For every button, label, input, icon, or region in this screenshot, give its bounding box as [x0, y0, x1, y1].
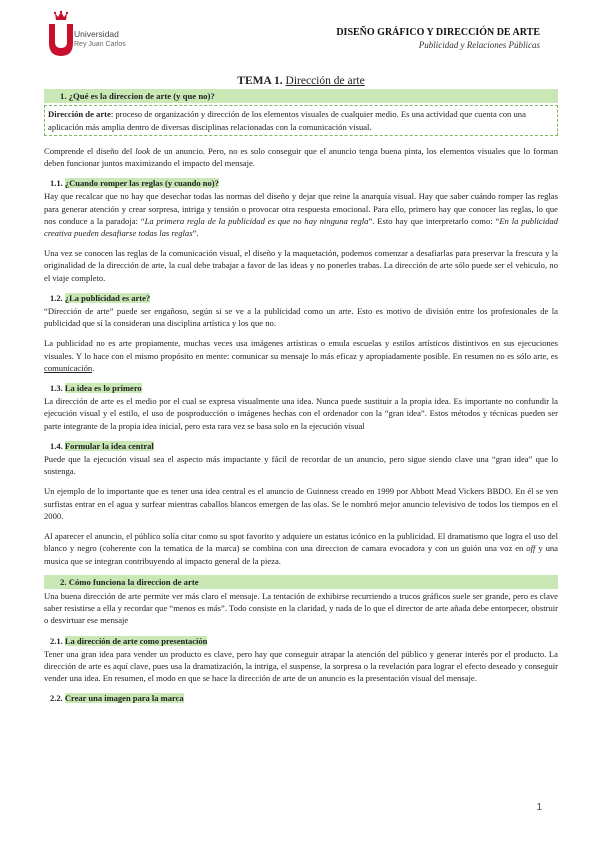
- subsection-number: 1.4.: [50, 440, 63, 451]
- course-subtitle: Publicidad y Relaciones Públicas: [418, 40, 540, 50]
- logo-line-2: Rey Juan Carlos: [74, 40, 126, 48]
- text-run: Comprende el diseño del: [44, 145, 136, 156]
- paragraph-1-4-b: Un ejemplo de lo importante que es tener una idea central es el anuncio de Guinness creado en 1999 por Abbott Mead Vickers BBDO. En él se ven surfistas entrar en el agua y surfear mientras caballos blancos emergen de las olas. Se le nombró mejor anuncio televisivo de todos los tiempos en el 2000.: [44, 486, 558, 521]
- topic-title: [44, 75, 558, 87]
- paragraph-1-1-a: [44, 190, 558, 239]
- subsection-1-3-heading: [44, 382, 558, 394]
- subsection-number: 1.1.: [50, 178, 63, 189]
- course-title: DISEÑO GRÁFICO Y DIRECCIÓN DE ARTE: [336, 27, 540, 38]
- subsection-number: 2.2.: [50, 693, 63, 704]
- topic-name: Dirección de arte: [285, 75, 365, 87]
- logo-line-1: Universidad: [74, 29, 119, 39]
- paragraph-1-4-a: Puede que la ejecución visual sea el aspecto más impactante y fácil de recordar de un anuncio, pero sigue siendo clave una “gran idea” que lo sostenga.: [44, 454, 558, 477]
- university-name: [74, 30, 126, 49]
- paragraph-1-1-b: Una vez se conocen las reglas de la comunicación visual, el diseño y la maquetación, podemos comenzar a desafiarlas para preservar la frescura y la originalidad de la dirección de arte, la cual debe trabajar a favor de las ideas y no ponerles trabas. La dirección de arte sólo puede ser el vehiculo, no el viaje completo.: [44, 248, 558, 283]
- section-heading-1: 1. ¿Qué es la direccion de arte (y que no)?: [44, 89, 558, 103]
- topic-number: TEMA 1.: [237, 75, 283, 87]
- text-run: .: [92, 362, 95, 373]
- subsection-2-1-heading: [44, 635, 558, 647]
- document-header: [336, 27, 540, 50]
- subsection-title: ¿Cuando romper las reglas (y cuando no)?: [64, 178, 219, 189]
- subsection-title: La dirección de arte como presentación: [64, 635, 208, 646]
- document-body: [44, 73, 558, 706]
- subsection-1-1-heading: [44, 177, 558, 189]
- subsection-1-2-heading: [44, 292, 558, 304]
- text-run: La publicidad no es arte propiamente, muchas veces usa imágenes artísticas o emula escuelas y estilos artísticos distintivos en sus ejecuciones visuales. Y lo hace con el mismo propósito en mente: comunicar su mensaje lo más eficaz y apropiadamente posible. En resumen no es sólo arte, es: [44, 338, 558, 361]
- paragraph-1-2-b: [44, 337, 558, 374]
- text-run: y una musica que se integran contribuyendo al impacto general de la pieza.: [44, 543, 558, 566]
- page-number: 1: [536, 802, 542, 813]
- subsection-title: Crear una imagen para la marca: [64, 693, 184, 704]
- text-run: ”. Esto hay que interpretarlo como: “: [368, 215, 500, 226]
- definition-box: [44, 105, 558, 135]
- emphasis-off: off: [526, 543, 536, 554]
- text-run: ”.: [192, 228, 199, 239]
- university-logo: [46, 10, 156, 60]
- quote-first-rule: La primera regla de la publicidad es que no hay ninguna regla: [144, 215, 369, 226]
- quote-creative-rule: En la publicidad creativa pueden desafiarse todas las reglas: [44, 215, 558, 239]
- emphasis-look: look: [135, 145, 150, 156]
- subsection-2-2-heading: [44, 692, 558, 704]
- subsection-1-4-heading: [44, 440, 558, 452]
- paragraph-intro: [44, 145, 558, 169]
- paragraph-2: Una buena dirección de arte permite ver más claro el mensaje. La tentación de exhibirse recurriendo a trucos gráficos suele ser grande, pero es clave saber resistirse a ella y recordar que “menos es más”. Todo consiste en la claridad, y nada de lo que el director de arte añada debe entorpecer, obstruir o desvirtuar ese mensaje: [44, 590, 558, 626]
- paragraph-1-3: La dirección de arte es el medio por el cual se expresa visualmente una idea. Nunca puede sustituir a la propia idea. Es importante no confundir la ejecución visual y el estilo, el uso de posproducción o imágenes hechas con el ordenador con la “gran idea”. Estos métodos y técnicas pueden ser parte integrante de la propia idea inicial, pero esta rara vez se basa solo en la ejecución visual: [44, 396, 558, 431]
- subsection-number: 1.3.: [50, 383, 63, 394]
- definition-text: : proceso de organización y dirección de los elementos visuales de cualquier medio. Es una actividad que cuenta con una aplicación más amplia dentro de diversas disciplinas relacionadas con la comunicación visual.: [48, 109, 526, 132]
- text-run: Hay que recalcar que no hay que desechar todas las normas del diseño y dejar que reine la anarquía visual. Hay que saber cuándo romper las reglas para generar atención y crear sorpresa, intriga y tensión o provocar otra respuesta emocional. Para ello, primero hay que conocer las reglas, lo que nos conduce a la paradoja: “: [44, 191, 558, 226]
- subsection-title: ¿La publicidad es arte?: [64, 292, 151, 303]
- text-run: de un anuncio. Pero, no es solo conseguir que el anuncio tenga buena pinta, los elementos visuales que lo forman deben funcionar juntos maximizando el impacto del mensaje.: [44, 145, 559, 169]
- urjc-emblem-icon: [46, 10, 76, 60]
- paragraph-1-2-a: “Dirección de arte” puede ser engañoso, según si se ve a la publicidad como un arte. Esto es motivo de división entre los profesionales de la publicidad que sí la consideran una disciplina artística y los que no.: [44, 306, 558, 329]
- subsection-title: La idea es lo primero: [64, 383, 142, 394]
- subsection-number: 2.1.: [50, 635, 63, 646]
- subsection-number: 1.2.: [50, 292, 63, 303]
- subsection-title: Formular la idea central: [64, 440, 154, 451]
- underlined-communication: comunicación: [44, 362, 93, 373]
- section-heading-2: 2. Cómo funciona la direccion de arte: [44, 575, 558, 589]
- paragraph-2-1: Tener una gran idea para vender un producto es clave, pero hay que conseguir atrapar la atención del público y generar interés por el producto. La dirección de arte es aquí clave, pues usa la dramatización, la intriga, el suspense, la sorpresa o la revelación para lograr el efecto deseado y conseguir vender una idea. En resumen, el modo en que se hace la dirección de arte de un anuncio es la presentación visual del mensaje.: [44, 648, 558, 684]
- text-run: Al aparecer el anuncio, el público solía citar como su spot favorito y adquiere un estatus icónico en la publicidad. El dramatismo que logra el uso del blanco y negro (coherente con la tematica de la marca) se combina con una direccion de camara evocadora y con un guión una voz en: [44, 531, 558, 554]
- definition-term: Dirección de arte: [48, 109, 111, 120]
- paragraph-1-4-c: [44, 530, 558, 567]
